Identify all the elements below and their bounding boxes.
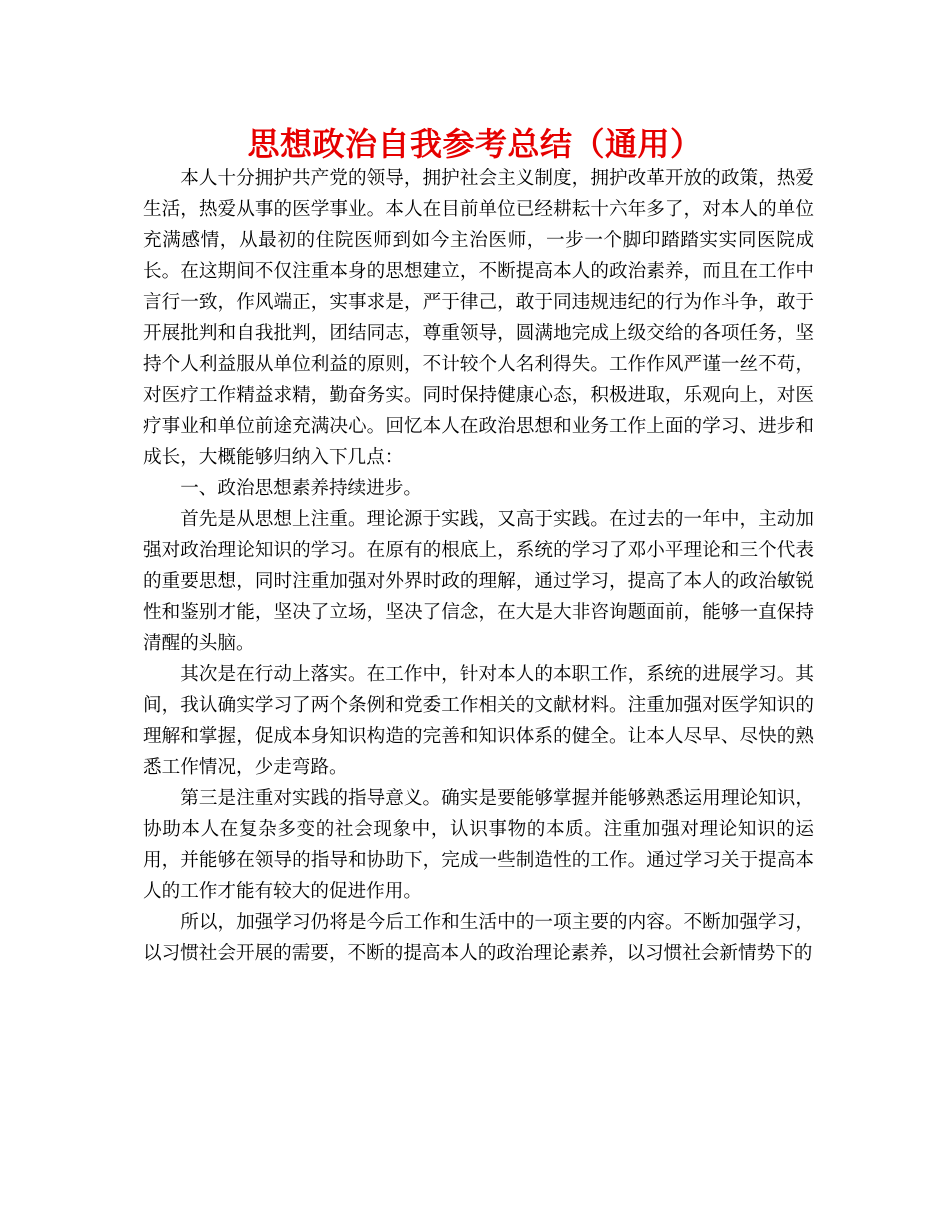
document-title: 思想政治自我参考总结（通用） [247, 125, 703, 163]
paragraph-first-point: 首先是从思想上注重。理论源于实践，又高于实践。在过去的一年中，主动加强对政治理论知识的学习。在原有的根底上，系统的学习了邓小平理论和三个代表的重要思想，同时注重加强对外界时政的理解，通过学习，提高了本人的政治敏锐性和鉴别才能，坚决了立场，坚决了信念，在大是大非咨询题面前，能够一直保持清醒的头脑。 [143, 509, 814, 654]
paragraph-second-point: 其次是在行动上落实。在工作中，针对本人的本职工作，系统的进展学习。其间，我认确实学习了两个条例和党委工作相关的文献材料。注重加强对医学知识的理解和掌握，促成本身知识构造的完善和知识体系的健全。让本人尽早、尽快的熟悉工作情况，少走弯路。 [143, 664, 814, 778]
document-body [143, 163, 814, 969]
section-heading-1: 一、政治思想素养持续进步。 [180, 478, 422, 499]
paragraph-third-point: 第三是注重对实践的指导意义。确实是要能够掌握并能够熟悉运用理论知识，协助本人在复杂多变的社会现象中，认识事物的本质。注重加强对理论知识的运用，并能够在领导的指导和协助下，完成一些制造性的工作。通过学习关于提高本人的工作才能有较大的促进作用。 [143, 788, 814, 902]
paragraph-intro: 本人十分拥护共产党的领导，拥护社会主义制度，拥护改革开放的政策，热爱生活，热爱从事的医学事业。本人在目前单位已经耕耘十六年多了，对本人的单位充满感情，从最初的住院医师到如今主治医师，一步一个脚印踏踏实实同医院成长。在这期间不仅注重本身的思想建立，不断提高本人的政治素养，而且在工作中言行一致，作风端正，实事求是，严于律己，敢于同违规违纪的行为作斗争，敢于开展批判和自我批判，团结同志，尊重领导，圆满地完成上级交给的各项任务，坚持个人利益服从单位利益的原则，不计较个人名利得失。工作作风严谨一丝不苟，对医疗工作精益求精，勤奋务实。同时保持健康心态，积极进取，乐观向上，对医疗事业和单位前途充满决心。回忆本人在政治思想和业务工作上面的学习、进步和成长，大概能够归纳入下几点： [143, 168, 814, 468]
paragraph-conclusion: 所以，加强学习仍将是今后工作和生活中的一项主要的内容。不断加强学习，以习惯社会开展的需要，不断的提高本人的政治理论素养，以习惯社会新情势下的 [143, 912, 814, 964]
